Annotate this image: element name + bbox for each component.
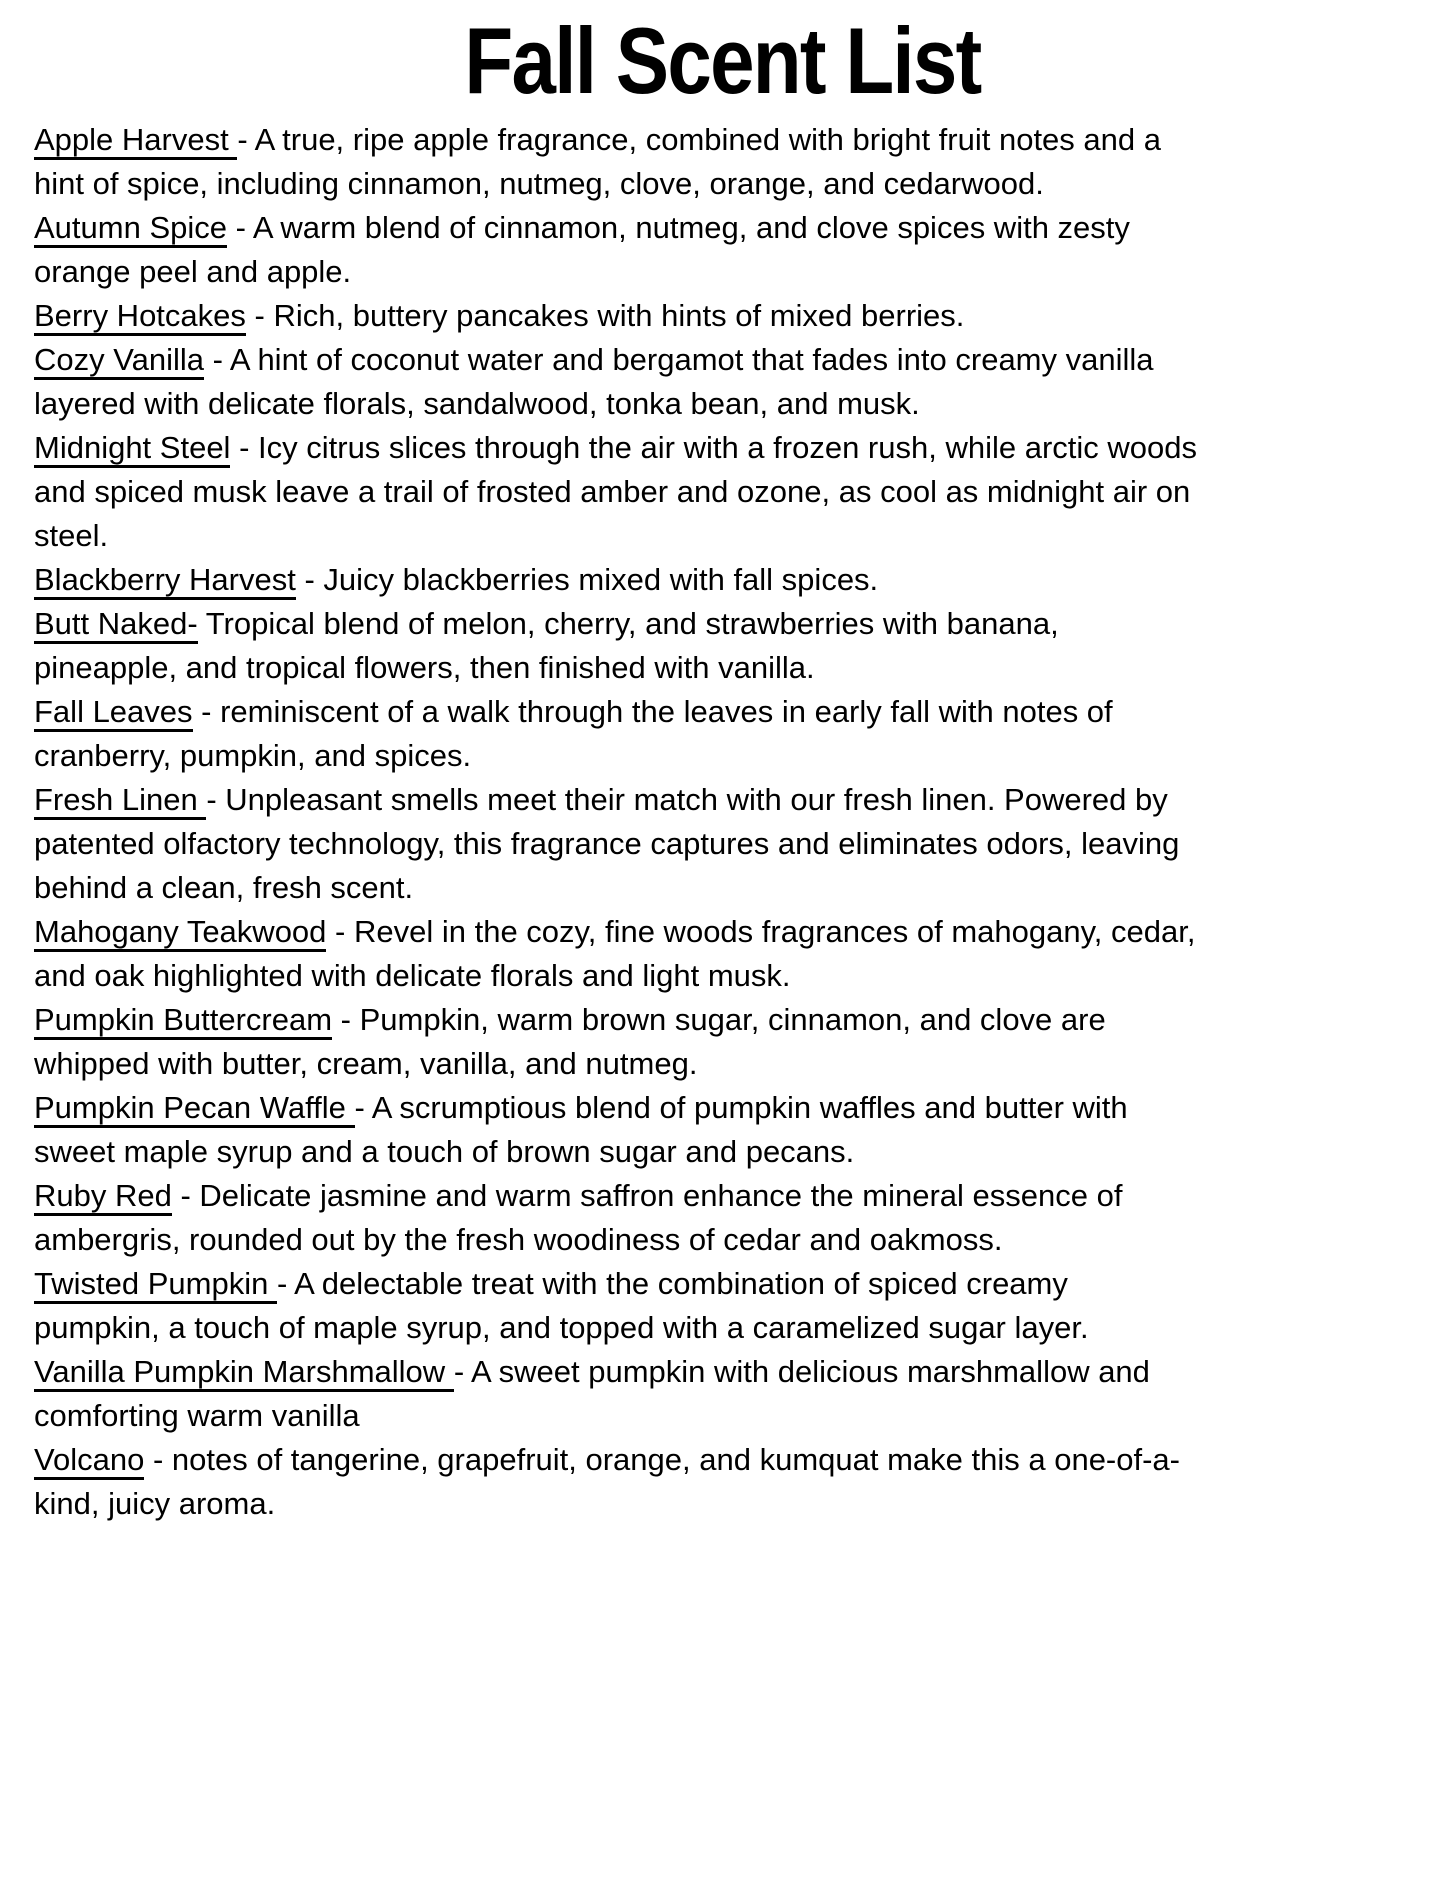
scent-entry-pumpkin-pecan-waffle	[34, 1086, 1199, 1174]
scent-description: notes of tangerine, grapefruit, orange, and kumquat make this a one-of-a-kind, juicy aroma.	[34, 1442, 1180, 1521]
scent-name: Pumpkin Pecan Waffle	[34, 1090, 355, 1128]
scent-entry-midnight-steel	[34, 426, 1199, 558]
scent-description: Icy citrus slices through the air with a frozen rush, while arctic woods and spiced musk leave a trail of frosted amber and ozone, as cool as midnight air on steel.	[34, 430, 1198, 553]
scent-name: Pumpkin Buttercream	[34, 1002, 332, 1040]
scent-description: A sweet pumpkin with delicious marshmallow and comforting warm vanilla	[34, 1354, 1150, 1433]
document-page	[0, 8, 1445, 1885]
scent-name: Vanilla Pumpkin Marshmallow	[34, 1354, 454, 1392]
scent-description: Pumpkin, warm brown sugar, cinnamon, and clove are whipped with butter, cream, vanilla, and nutmeg.	[34, 1002, 1106, 1081]
scent-description: A scrumptious blend of pumpkin waffles and butter with sweet maple syrup and a touch of brown sugar and pecans.	[34, 1090, 1128, 1169]
scent-description: A hint of coconut water and bergamot that fades into creamy vanilla layered with delicate florals, sandalwood, tonka bean, and musk.	[34, 342, 1154, 421]
scent-joiner: -	[453, 1354, 472, 1389]
scent-name: Volcano	[34, 1442, 144, 1480]
scent-entry-autumn-spice	[34, 206, 1199, 294]
scent-joiner: -	[332, 1002, 360, 1037]
scent-name: Butt Naked-	[34, 606, 198, 644]
scent-name: Blackberry Harvest	[34, 562, 296, 600]
scent-joiner	[198, 606, 206, 641]
scent-name: Apple Harvest	[34, 122, 237, 160]
scent-entry-cozy-vanilla	[34, 338, 1199, 426]
scent-joiner: -	[237, 122, 255, 157]
scent-name: Twisted Pumpkin	[34, 1266, 277, 1304]
scent-entry-fresh-linen	[34, 778, 1199, 910]
scent-entry-volcano	[34, 1438, 1199, 1526]
scent-name: Cozy Vanilla	[34, 342, 204, 380]
scent-name: Fall Leaves	[34, 694, 193, 732]
scent-entry-ruby-red	[34, 1174, 1199, 1262]
scent-description: A warm blend of cinnamon, nutmeg, and clove spices with zesty orange peel and apple.	[34, 210, 1130, 289]
scent-entry-twisted-pumpkin	[34, 1262, 1199, 1350]
scent-description: Revel in the cozy, fine woods fragrances of mahogany, cedar, and oak highlighted with delicate florals and light musk.	[34, 914, 1196, 993]
scent-joiner: -	[192, 694, 221, 729]
scent-description: Delicate jasmine and warm saffron enhance the mineral essence of ambergris, rounded out by the fresh woodiness of cedar and oakmoss.	[34, 1178, 1123, 1257]
scent-description: Juicy blackberries mixed with fall spices.	[323, 562, 879, 597]
scent-joiner: -	[144, 1442, 172, 1477]
scent-entry-berry-hotcakes	[34, 294, 1199, 338]
scent-joiner: -	[230, 430, 259, 465]
scent-description: A true, ripe apple fragrance, combined with bright fruit notes and a hint of spice, including cinnamon, nutmeg, clove, orange, and cedarwood.	[34, 122, 1161, 201]
scent-description: reminiscent of a walk through the leaves in early fall with notes of cranberry, pumpkin, and spices.	[34, 694, 1113, 773]
scent-entry-apple-harvest	[34, 118, 1199, 206]
scent-description: Unpleasant smells meet their match with our fresh linen. Powered by patented olfactory technology, this fragrance captures and eliminates odors, leaving behind a clean, fresh scent.	[34, 782, 1180, 905]
scent-description: Tropical blend of melon, cherry, and strawberries with banana, pineapple, and tropical flowers, then finished with vanilla.	[34, 606, 1059, 685]
scent-name: Ruby Red	[34, 1178, 172, 1216]
scent-name: Midnight Steel	[34, 430, 230, 468]
scent-entry-fall-leaves	[34, 690, 1199, 778]
scent-joiner: -	[326, 914, 354, 949]
scent-entry-vanilla-pumpkin-marshmallow	[34, 1350, 1199, 1438]
scent-joiner: -	[245, 298, 274, 333]
scent-description: Rich, buttery pancakes with hints of mixed berries.	[273, 298, 965, 333]
scent-entry-butt-naked	[34, 602, 1199, 690]
scent-joiner: -	[206, 782, 226, 817]
scent-joiner: -	[171, 1178, 200, 1213]
scent-name: Berry Hotcakes	[34, 298, 246, 336]
scent-description: A delectable treat with the combination of spiced creamy pumpkin, a touch of maple syrup, and topped with a caramelized sugar layer.	[34, 1266, 1089, 1345]
scent-entry-blackberry-harvest	[34, 558, 1199, 602]
scent-joiner: -	[354, 1090, 372, 1125]
scent-name: Autumn Spice	[34, 210, 227, 248]
scent-joiner: -	[227, 210, 253, 245]
scent-name: Fresh Linen	[34, 782, 206, 820]
scent-list	[34, 118, 1199, 1526]
scent-entry-mahogany-teakwood	[34, 910, 1199, 998]
scent-joiner: -	[295, 562, 324, 597]
page-title: Fall Scent List	[464, 8, 981, 113]
scent-joiner: -	[204, 342, 230, 377]
scent-joiner: -	[276, 1266, 295, 1301]
scent-entry-pumpkin-buttercream	[34, 998, 1199, 1086]
scent-name: Mahogany Teakwood	[34, 914, 326, 952]
